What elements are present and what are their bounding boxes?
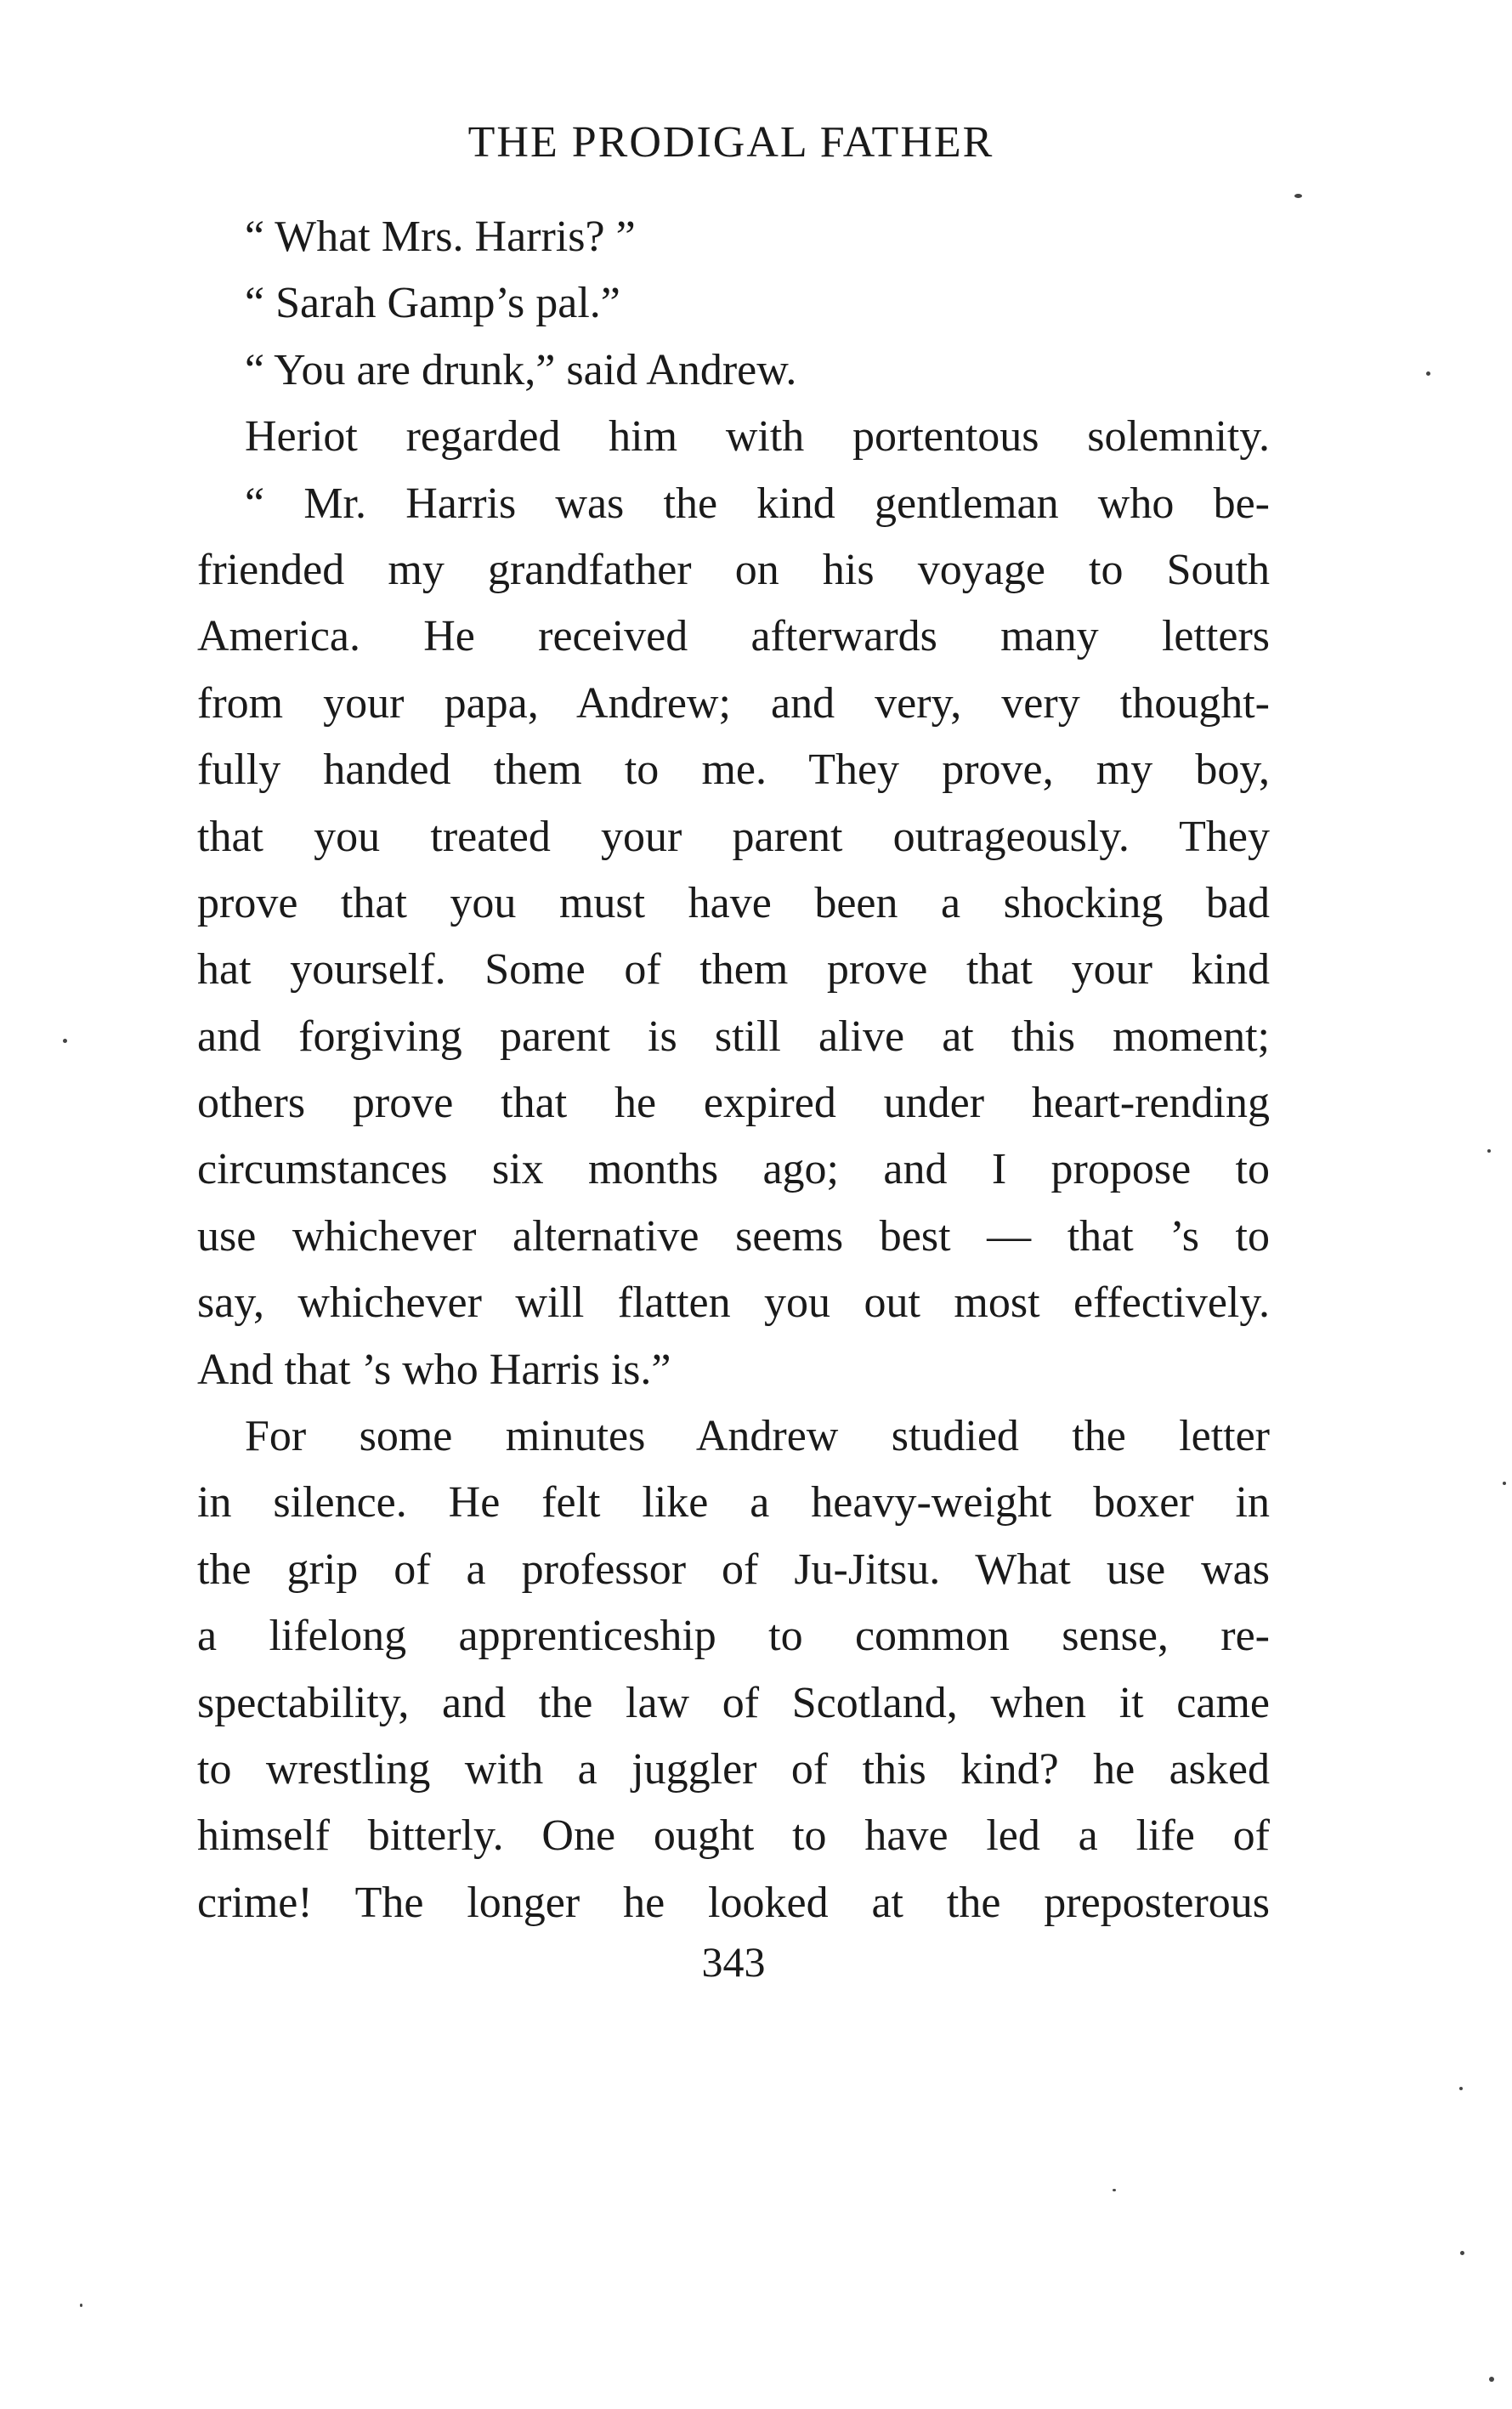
- text-line: and forgiving parent is still alive at this moment;: [197, 1012, 1270, 1061]
- text-line: use whichever alternative seems best — that ’s to: [197, 1211, 1270, 1261]
- text-line: himself bitterly. One ought to have led a life of: [197, 1811, 1270, 1861]
- text-line: from your papa, Andrew; and very, very thought-: [197, 678, 1270, 728]
- text-line: “ Mr. Harris was the kind gentleman who be-: [245, 479, 1270, 528]
- scan-speck: [1426, 371, 1430, 376]
- scan-speck: [80, 2304, 82, 2307]
- text-line: And that ’s who Harris is.”: [197, 1345, 671, 1394]
- text-line: the grip of a professor of Ju-Jitsu. What use was: [197, 1545, 1270, 1594]
- scan-speck: [1294, 194, 1302, 198]
- text-line: prove that you must have been a shocking bad: [197, 878, 1270, 927]
- text-line: a lifelong apprenticeship to common sense, re-: [197, 1612, 1270, 1661]
- text-line: Heriot regarded him with portentous solemnity.: [245, 412, 1270, 462]
- text-line: friended my grandfather on his voyage to South: [197, 545, 1270, 594]
- text-line: in silence. He felt like a heavy-weight boxer in: [197, 1478, 1270, 1528]
- text-line: For some minutes Andrew studied the letter: [245, 1412, 1270, 1461]
- text-line: America. He received afterwards many letters: [197, 612, 1270, 661]
- text-line: fully handed them to me. They prove, my boy,: [197, 745, 1270, 795]
- text-line: that you treated your parent outrageously. They: [197, 812, 1270, 861]
- scan-speck: [1113, 2189, 1116, 2191]
- scan-speck: [1459, 2087, 1463, 2090]
- running-head: THE PRODIGAL FATHER: [467, 118, 994, 167]
- text-line: crime! The longer he looked at the preposterous: [197, 1878, 1270, 1927]
- scan-speck: [1489, 2377, 1494, 2382]
- text-line: circumstances six months ago; and I propose to: [197, 1145, 1270, 1194]
- text-line: to wrestling with a juggler of this kind? he asked: [197, 1744, 1270, 1794]
- text-line: others prove that he expired under heart-rending: [197, 1079, 1270, 1128]
- scan-speck: [63, 1039, 67, 1043]
- text-line: “ Sarah Gamp’s pal.”: [245, 279, 620, 328]
- body-text: [197, 204, 1270, 1936]
- text-line: spectability, and the law of Scotland, when it came: [197, 1678, 1270, 1727]
- scan-speck: [1460, 2251, 1464, 2255]
- scan-speck: [1487, 1149, 1491, 1153]
- text-line: say, whichever will flatten you out most effectively.: [197, 1278, 1270, 1328]
- text-line: “ What Mrs. Harris? ”: [245, 213, 636, 261]
- text-line: hat yourself. Some of them prove that your kind: [197, 945, 1270, 995]
- page-number: 343: [701, 1938, 766, 1986]
- scan-speck: [1503, 1482, 1506, 1485]
- text-line: “ You are drunk,” said Andrew.: [245, 345, 797, 394]
